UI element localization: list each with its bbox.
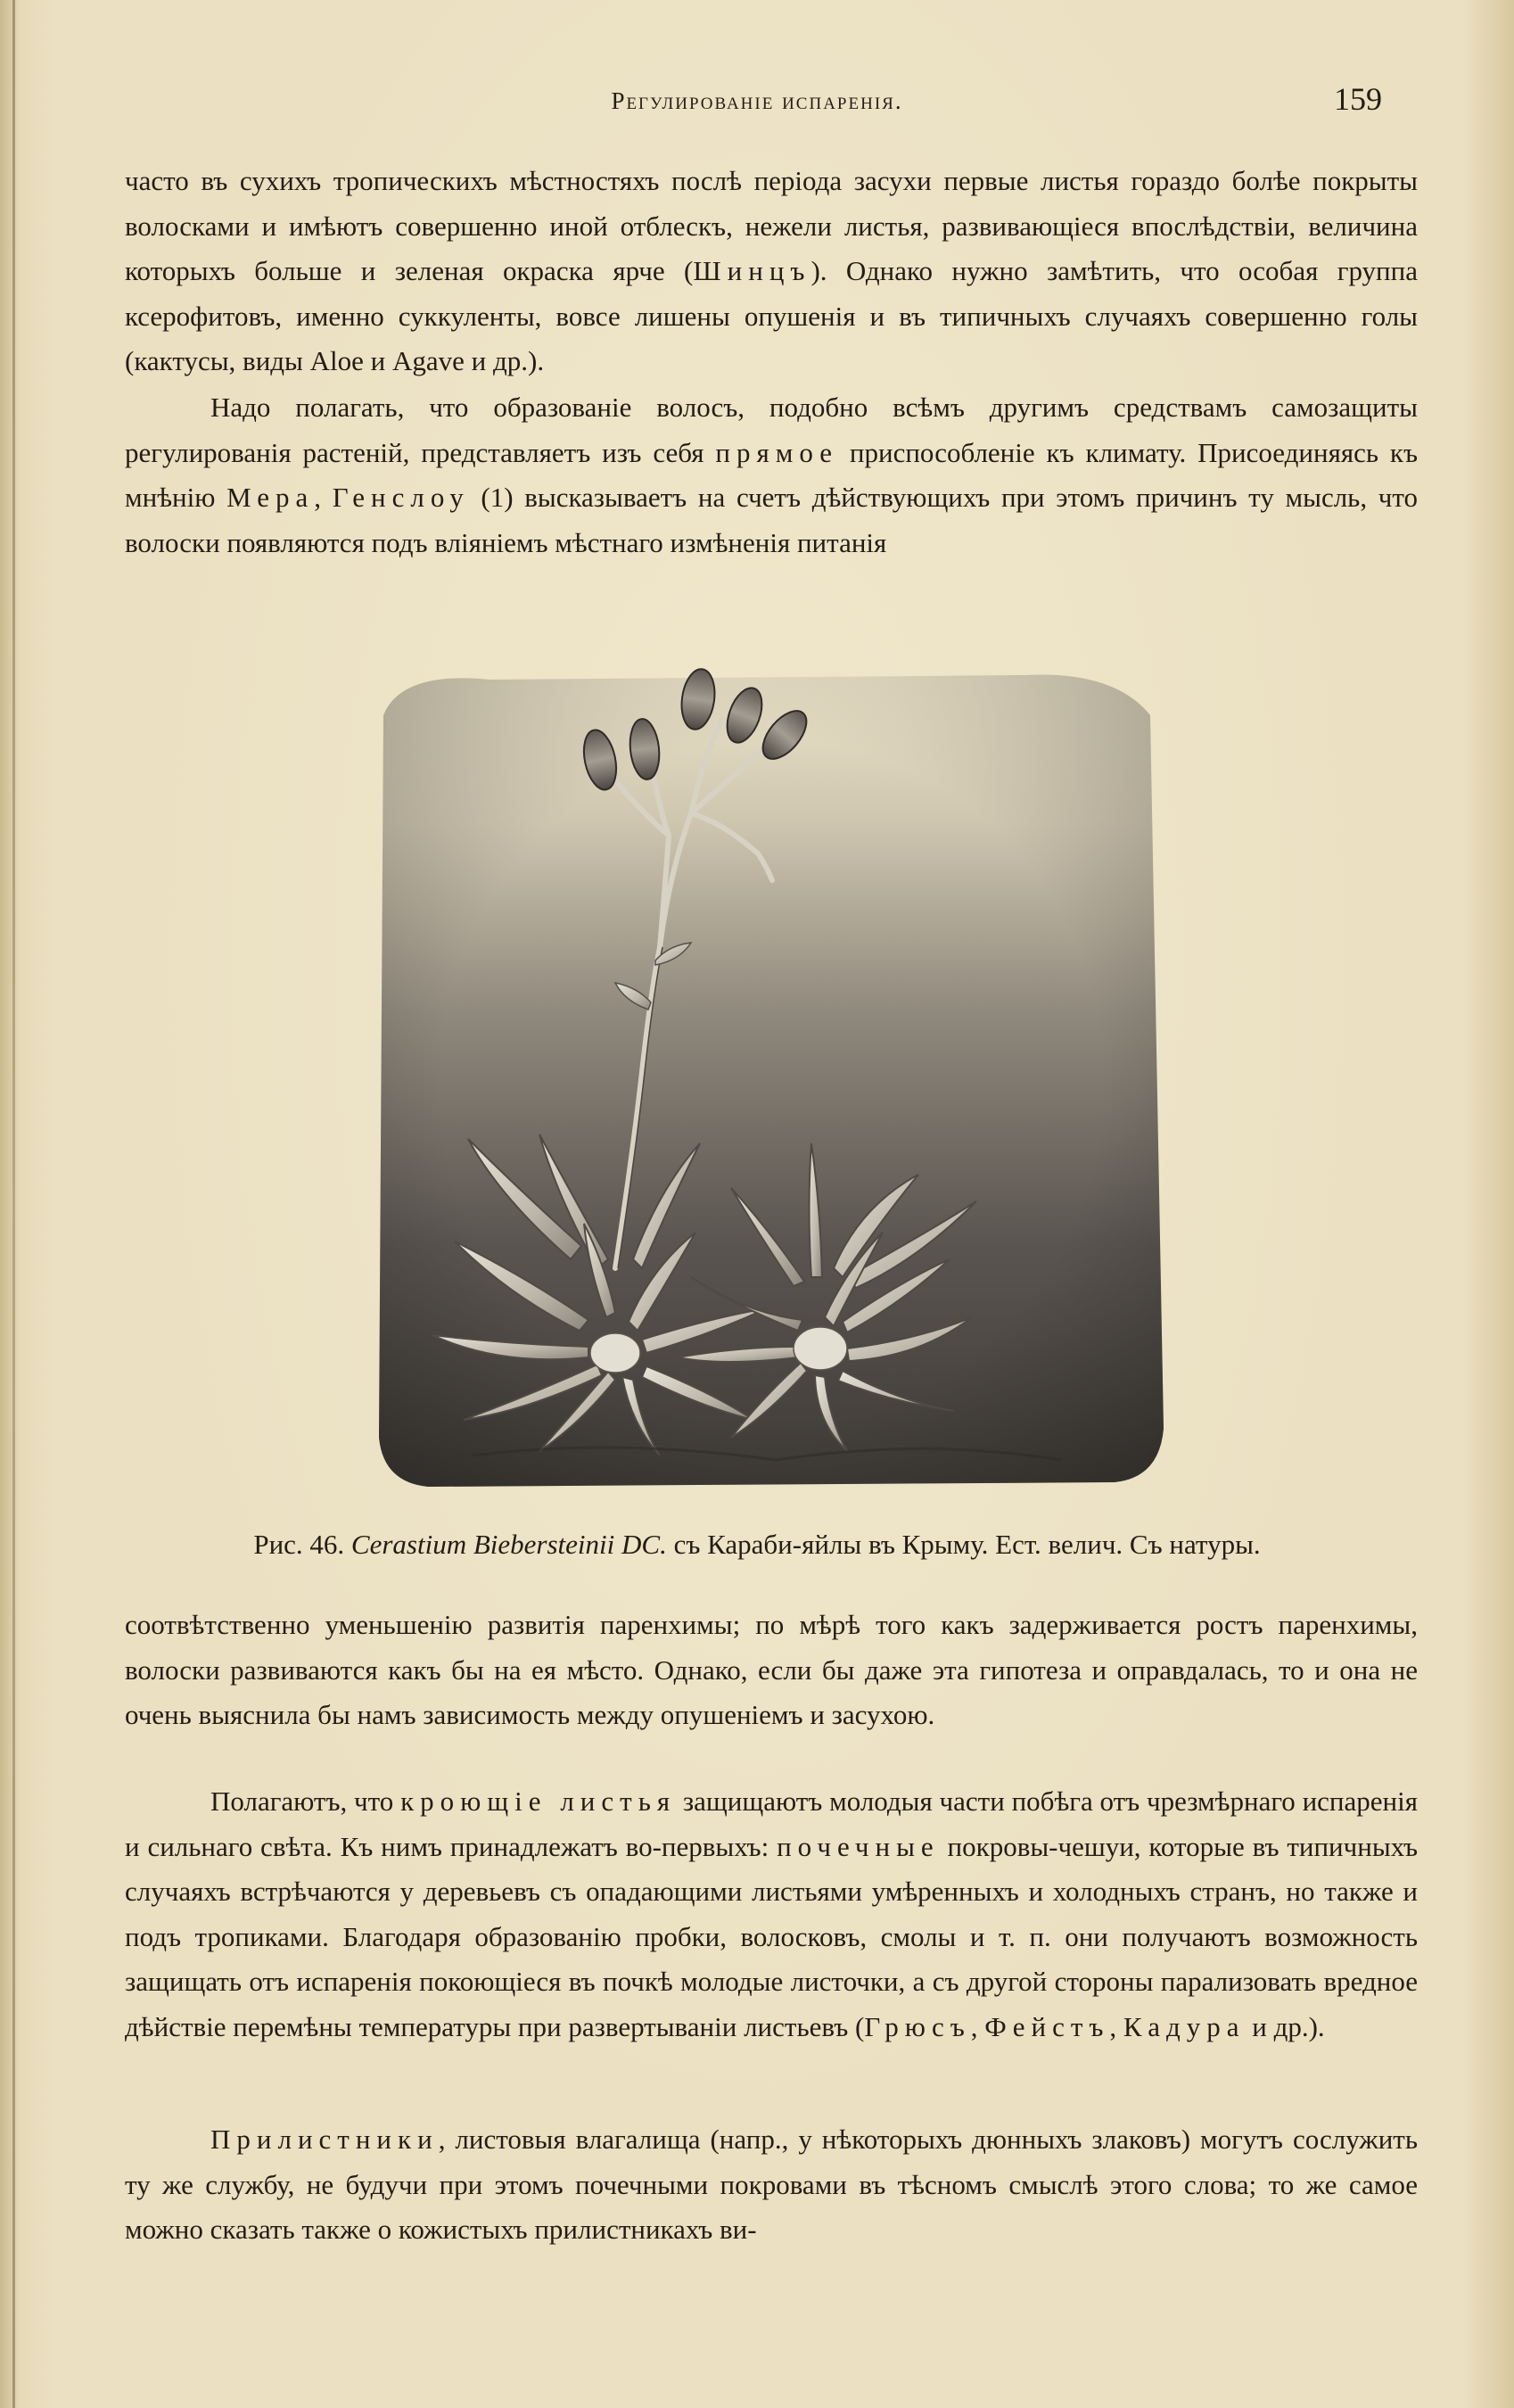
emphasis-spaced-text: Фейстъ [984,2010,1110,2042]
page-number: 159 [1334,81,1382,117]
paragraph-5 [125,2117,1418,2253]
paragraph-text: и др.). [1245,2010,1325,2042]
caption-rest: съ Караби-яйлы въ Крыму. Ест. велич. Съ натуры. [666,1529,1261,1560]
paragraph-text: Надо полагать, что образованіе волосъ, подобно всѣмъ другимъ средствамъ самозащиты регулированія растеній, представляетъ изъ себя [125,392,1418,468]
emphasis-spaced-text: Шинцъ [693,255,811,286]
binding-edge [12,0,15,2408]
paragraph-text: ). Однако нужно замѣтить, что особая группа ксерофитовъ, именно суккуленты, вовсе лишены опушенія и въ типичныхъ случаяхъ совершенно голы (кактусы, виды Aloe и Agave и др.). [125,255,1418,376]
paragraph-text: покровы-чешуи, которые въ типичныхъ случаяхъ встрѣчаются у деревьевъ съ опадающими листьями умѣренныхъ и холодныхъ странъ, но также и подъ тропиками. Благодаря образованію пробки, волосковъ, смолы и т. п. они получаютъ возможность защищать отъ испаренія покоющіеся въ почкѣ молодые листочки, а съ другой стороны парализовать вредное дѣйствіе перемѣны температуры при развертываніи листьевъ ( [125,1830,1419,2042]
plant-engraving [348,653,1195,1497]
paragraph-text: Полагаютъ, что [210,1785,401,1817]
emphasis-spaced-text: Грюсъ [864,2010,971,2042]
paragraph-text: соотвѣтственно уменьшенію развитія паренхимы; по мѣрѣ того какъ задерживается ростъ паренхимы, волоски развиваются какъ бы на ея мѣсто. Однако, если бы даже эта гипотеза и оправдалась, то и она не очень выяснила бы намъ зависимость между опушеніемъ и засухою. [125,1609,1418,1730]
emphasis-spaced-text: Прилистники [210,2123,439,2155]
emphasis-spaced-text: Мера [226,482,315,513]
paragraph-text: , [970,2010,985,2042]
emphasis-spaced-text: кроющіе листья [400,1785,677,1817]
paragraph-text: защищаютъ молодыя части побѣга отъ чрезмѣрнаго испаренія и сильнаго свѣта. Къ нимъ принадлежатъ во-первыхъ: [125,1785,1418,1862]
paragraph-text: , [314,482,333,513]
paragraph-4 [125,1779,1418,2049]
paragraph-text: , листовыя влагалища (напр., у нѣкоторыхъ дюнныхъ злаковъ) могутъ сослужить ту же службу, не будучи при этомъ почечными покровами въ тѣсномъ смыслѣ этого слова; то же самое можно сказать также о кожистыхъ прилистникахъ ви- [125,2123,1418,2245]
paragraph-text: , [1109,2010,1123,2042]
paragraph-text: часто въ сухихъ тропическихъ мѣстностяхъ послѣ періода засухи первые листья гораздо болѣе покрыты волосками и имѣютъ совершенно иной отблескъ, нежели листья, развивающіеся впослѣдствіи, величина которыхъ больше и зеленая окраска ярче ( [125,165,1418,286]
figure-caption [0,1529,1514,1561]
running-head: Регулированіе испаренія. [611,87,903,114]
emphasis-spaced-text: прямое [715,436,838,468]
paragraph-1 [125,159,1418,384]
caption-prefix: Рис. 46. [253,1529,351,1560]
emphasis-spaced-text: Генслоу [332,482,470,513]
figure-plant-illustration [348,653,1195,1497]
emphasis-spaced-text: почечные [777,1830,940,1862]
caption-latin-name: Cerastium Biebersteinii DC. [350,1529,667,1560]
paragraph-2 [125,385,1418,565]
paragraph-3 [125,1603,1418,1738]
paragraph-text: (1) высказываетъ на счетъ дѣйствующихъ при этомъ причинъ ту мысль, что волоски появляются подъ вліяніемъ мѣстнаго измѣненія питанія [125,482,1418,558]
emphasis-spaced-text: Кадура [1123,2010,1246,2042]
paragraph-text: приспособленіе къ климату. Присоединяясь къ мнѣнію [125,436,1418,513]
